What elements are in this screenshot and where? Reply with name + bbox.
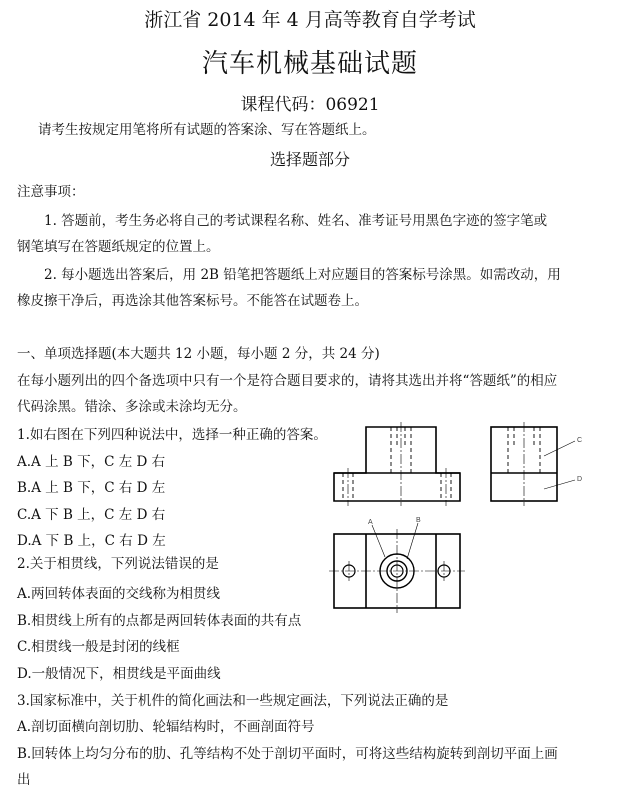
- part1-desc-line2: 代码涂黑。错涂、多涂或未涂均无分。: [17, 399, 247, 415]
- q2-option-d: D.一般情况下，相贯线是平面曲线: [17, 666, 221, 682]
- q3-option-b-line1: B.回转体上均匀分布的肋、孔等结构不处于剖切平面时，可将这些结构旋转到剖切平面上画: [17, 746, 558, 762]
- q3-option-b-line2: 出: [17, 772, 31, 788]
- q1-option-d: D.A 下 B 上，C 右 D 左: [17, 533, 166, 549]
- q2-option-b: B.相贯线上所有的点都是两回转体表面的共有点: [17, 613, 302, 629]
- general-instruction: 请考生按规定用笔将所有试题的答案涂、写在答题纸上。: [38, 122, 376, 138]
- label-c: C: [577, 437, 583, 444]
- three-view-drawing: [325, 420, 600, 620]
- section-title: 选择题部分: [269, 150, 350, 169]
- part1-desc-line1: 在每小题列出的四个备选项中只有一个是符合题目要求的，请将其选出并将“答题纸”的相应: [17, 373, 558, 389]
- front-view: [334, 422, 460, 506]
- note1-line2: 钢笔填写在答题纸规定的位置上。: [17, 239, 220, 255]
- label-b: B: [416, 517, 421, 524]
- note2-line2: 橡皮擦干净后，再选涂其他答案标号。不能答在试题卷上。: [17, 293, 368, 309]
- side-view: [491, 422, 575, 506]
- subject-title: 汽车机械基础试题: [201, 49, 418, 79]
- q2-option-a: A.两回转体表面的交线称为相贯线: [17, 586, 221, 602]
- label-d: D: [577, 476, 583, 483]
- top-view: [329, 523, 465, 613]
- q3-stem: 3.国家标准中，关于机件的简化画法和一些规定画法，下列说法正确的是: [17, 693, 449, 709]
- q2-stem: 2.关于相贯线，下列说法错误的是: [17, 556, 219, 572]
- exam-title: 浙江省 2014 年 4 月高等教育自学考试: [144, 9, 476, 31]
- q1-option-a: A.A 上 B 下，C 左 D 右: [17, 454, 166, 470]
- notes-heading: 注意事项：: [17, 184, 85, 200]
- label-a: A: [368, 519, 373, 526]
- note2-line1: 2. 每小题选出答案后，用 2B 铅笔把答题纸上对应题目的答案标号涂黑。如需改动，用: [44, 267, 561, 283]
- q1-stem: 1.如右图在下列四种说法中，选择一种正确的答案。: [17, 427, 327, 443]
- note1-line1: 1. 答题前，考生务必将自己的考试课程名称、姓名、准考证号用黑色字迹的签字笔或: [44, 213, 548, 229]
- course-code: 课程代码：06921: [240, 95, 380, 115]
- q1-option-b: B.A 上 B 下，C 右 D 左: [17, 480, 166, 496]
- q1-option-c: C.A 下 B 上，C 左 D 右: [17, 507, 166, 523]
- q2-option-c: C.相贯线一般是封闭的线框: [17, 639, 180, 655]
- q3-option-a: A.剖切面横向剖切肋、轮辐结构时，不画剖面符号: [17, 719, 315, 735]
- part1-heading: 一、单项选择题(本大题共 12 小题，每小题 2 分，共 24 分): [17, 346, 380, 362]
